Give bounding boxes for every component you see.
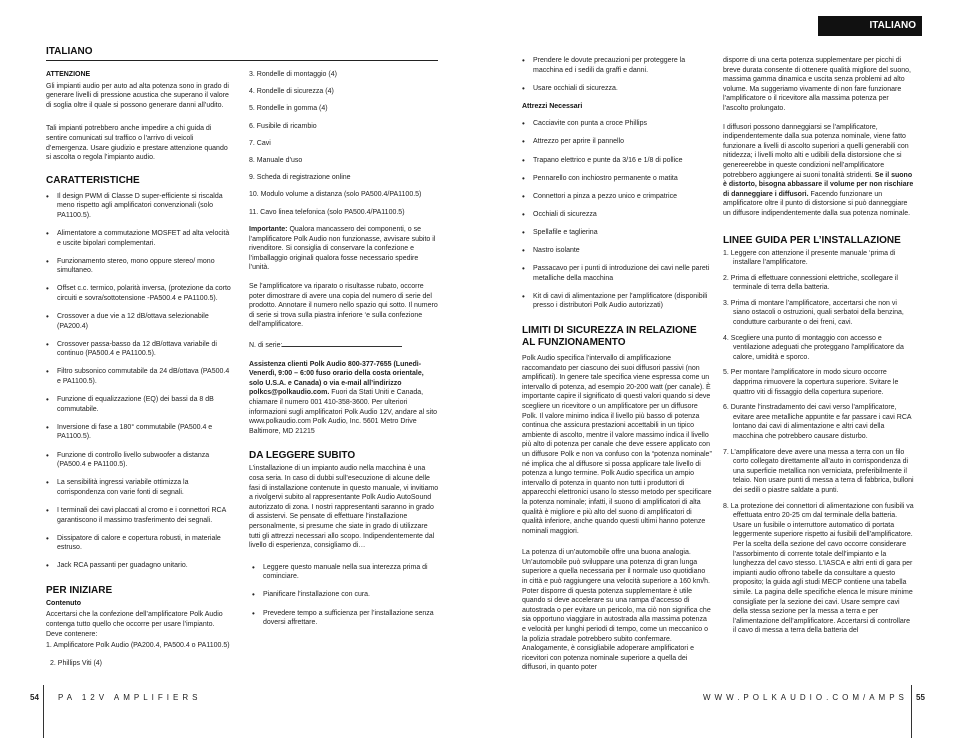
feature-item: • Funzione di controllo livello subwoofer a distanza (PA500.4 e PA1100.5). [46,451,231,470]
contents-item: 6. Fusibile di ricambio [249,122,317,130]
iniziare-heading: PER INIZIARE [46,584,113,596]
tool-item: • Attrezzo per aprire il pannello [522,137,712,147]
tool-item: • Connettori a pinza a pezzo unico e crimpatrice [522,192,712,202]
feature-item: • Funzione di equalizzazione (EQ) dei bassi da 8 dB commutabile. [46,395,231,414]
tool-item: • Occhiali di sicurezza [522,210,712,220]
advice-item: • Prevedere tempo a sufficienza per l’installazione senza doversi affrettare. [252,609,439,628]
feature-item: • Funzionamento stereo, mono oppure stereo/ mono simultaneo. [46,257,231,276]
contents-item: 4. Rondelle di sicurezza (4) [249,88,334,96]
assistenza-body: Fuori da Stati Uniti e Canada, chiamare il numero 001 410-358-3600. Per ulteriori informazioni sugli amplificatori Polk Audio 12V, andare al sito www.polkaudio.com Polk Audio, Inc. 5601 Metro Drive Baltimore, MD 21215 [249,389,438,435]
features-list [46,192,231,571]
caratteristiche-heading: CARATTERISTICHE [46,174,140,186]
tool-item: • Cacciavite con punta a croce Phillips [522,119,712,129]
tool-item: • Pennarello con inchiostro permanente o matita [522,174,712,184]
tool-item: • Passacavo per i punti di introduzione dei cavi nelle pareti metalliche della macchina [522,264,712,283]
attenzione-heading: ATTENZIONE [46,71,91,78]
assistenza-text [249,360,439,437]
distortion-warning: Se il suono è distorto, bisogna abbassare il volume per non rischiare di danneggiare i diffusori. [723,171,914,198]
advice-item: • Pianificare l’installazione con cura. [252,590,439,600]
guideline-item: 2. Prima di effettuare connessioni elettriche, scollegare il terminale di terra della batteria. [723,274,898,292]
contents-list [249,70,439,217]
guidelines-list [723,249,915,636]
guideline-item: 6. Durante l’instradamento dei cavi verso l’amplificatore, evitare aree metalliche appuntite e far passare i cavi RCA lontano dai cavi di alimentazione e altri cavi della macchina che potrebbero causare disturbo. [723,404,912,440]
contenuto-heading: Contenuto [46,599,81,607]
tool-item: • Spellafile e taglierina [522,228,712,238]
contents-item: 9. Scheda di registrazione online [249,174,351,182]
guideline-item: 3. Prima di montare l’amplificatore, accertarsi che non vi siano ostacoli o ostruzioni, quali serbatoi della benzina, condutture carburante o dei freni, cavi. [723,299,904,327]
feature-item: • Dissipatore di calore e copertura robusti, in materiale estruso. [46,534,231,553]
guideline-item: 7. L’amplificatore deve avere una messa a terra con un filo corto collegato direttamente all’auto in corrispondenza di una superficie metallica non verniciata, preferibilmente il telaio. Non usare punti di messa a terra di fabbrica, bulloni dei sedili o piastre saldate a punti. [723,448,914,494]
leggere-list [249,563,439,628]
contents-item: 10. Modulo volume a distanza (solo PA500.4/PA1100.5) [249,191,422,199]
tool-item: • Nastro isolante [522,246,712,256]
contents-item: 7. Cavi [249,139,271,147]
precautions-list [522,56,712,93]
leggere-text: L’installazione di un impianto audio nella macchina è una cosa seria. In caso di dubbi sull’esecuzione di alcune delle fasi di installazione contenute in questo manuale, vi invitiamo a rivolgervi subito al rappresentante Polk Audio AutoSound autorizzato di zona. I nostri rappresentanti saranno in grado di assistervi. Se pensate di effettuare l’installazione personalmente, si presume che siate in grado di utilizzare tutti gli attrezzi necessari allo scopo. Indipendentemente dal livello di esperienza, consigliamo di… [249,465,439,550]
assistenza-bold: Assistenza clienti Polk Audio 800-377-7655 (Lunedì-Venerdì, 9:00 – 6:00 fuso orario della costa orientale, solo U.S.A. e Canada) o via e-mail all’indirizzo polkcs@polkaudio.com. [249,360,424,397]
linee-heading: LINEE GUIDA PER L’INSTALLAZIONE [723,234,901,246]
feature-item: • I terminali dei cavi placcati al cromo e i connettori RCA garantiscono il massimo trasferimento dei segnali. [46,506,231,525]
guideline-item: 1. Leggere con attenzione il presente manuale ‘prima di installare l’amplificatore. [723,249,896,267]
limiti-text-1: Polk Audio specifica l’intervallo di amplificazione raccomandato per ciascuno dei suoi diffusori passivi (non amplificati). In genere tale specifica viene espressa come un intervallo di potenza, ad esempio 20-200 watt (per canale). È importante capire il significato di questi valori quando si deve scegliere un ricevitore o un amplificatore per un diffusore Polk. Il valore minimo indica il livello più basso di potenza continua che assicura prestazioni accettabili in un tipico ambiente di ascolto, mentre il valore massimo indica il livello più alto di potenza per canale che deve essere applicato con un diffusore Polk e non va confuso con la “potenza nominale” né implica che al diffusore si possa applicare tale livello di potenza a lungo termine. Polk Audio specifica un ampio intervallo di potenza in quanto non tutti i produttori di apparecchi elettronici usano lo stesso metodo per specificare la potenza nominale; infatti, il suono di amplificatori di alta qualità è migliore e più alto del suono di amplificatori di qualità inferiore, anche quando questi ultimi hanno potenze nominali maggiori. [522,355,712,535]
importante-text [249,225,439,273]
feature-item: • Offset c.c. termico, polarità inversa, (protezione da corto circuiti e sovra/sottotensione -PA500.4 e PA1100.5). [46,284,231,303]
distortion-text-1: disporre di una certa potenza supplementare per picchi di breve durata consente di ottenere qualità migliore del suono, massima gamma dinamica e uscita senza problemi ad alto volume. Ma suggeriamo vivamente di non fare funzionare l’amplificatore o il ricevitore alla massima potenza per l’ascolto prolungato. [723,57,911,112]
contents-item: 8. Manuale d’uso [249,156,303,164]
guideline-item: 8. La protezione dei connettori di alimentazione con fusibili va effettuata entro 20-25 cm dal terminale della batteria. Usare un fusibile o interruttore automatico di portata leggermente superiore rispetto ai fusibili dell’amplificatore. Per la scelta della sezione del cavo occorre considerare l’assorbimento di corrente totale dell’impianto e la lunghezza del cavo stesso. L’IASCA e altri enti di gara per impianti audio offrono tabelle da consultare a questo proposito; la guida agli studi MECP contiene una tabella simile. La pagina delle specifiche elenca le misure minime consigliate per la sezione dei cavi. Usare sempre cavi della stessa sezione per la messa a terra e per l’alimentazione dell’amplificatore. Accertarsi di controllare il cavo di messa a terra della batteria del [723,502,914,635]
column-1 [46,70,231,668]
title-rule [46,60,438,61]
limiti-text-2: La potenza di un’automobile offre una buona analogia. Un’automobile può sviluppare una potenza di gran lunga superiore a quella necessaria per il normale uso quotidiano in città e può raggiungere una velocità superiore a 160 km/h. Poter disporre di questa potenza supplementare è utile quando si deve accelerare su una rampa d’accesso di autostrada o per evitare un pericolo, ma ciò non significa che sia opportuno viaggiare in autostrada alla massima potenza e velocità per lunghi periodi di tempo, come un meccanico o la polizia stradale potrebbero subito confermare. Analogamente, è consigliabile adoperare amplificatori e ricevitori con potenza nominale superiore a quella dei diffusori, in quanto poter [522,549,711,672]
serial-field[interactable] [282,339,402,347]
feature-item: • Filtro subsonico commutabile da 24 dB/ottava (PA500.4 e PA1100.5). [46,367,231,386]
feature-item: • Crossover passa-basso da 12 dB/ottava variabile di continuo (PA500.4 e PA1100.5). [46,340,231,359]
guideline-item: 4. Scegliere una punto di montaggio con accesso e ventilazione adeguati che proteggano l’amplificatore da calore, umidità e sporco. [723,334,904,361]
advice-item: • Leggere questo manuale nella sua interezza prima di cominciare. [252,563,439,582]
serial-label: N. di serie: [249,342,283,350]
feature-item: • Jack RCA passanti per guadagno unitario. [46,561,231,571]
left-footer-text: PA 12V AMPLIFIERS [58,693,202,702]
right-footer-url: WWW.POLKAUDIO.COM/AMPS [703,693,908,702]
serial-line [249,339,439,351]
right-page-edge [911,685,912,738]
language-tab: ITALIANO [818,16,922,36]
precaution-item: • Usare occhiali di sicurezza. [522,84,712,94]
feature-item: • Inversione di fase a 180° commutabile (PA500.4 e PA1100.5). [46,423,231,442]
right-page-number: 55 [916,693,925,702]
feature-item: • La sensibilità ingressi variabile ottimizza la corrispondenza con varie fonti di segnali. [46,478,231,497]
contents-item: 5. Rondelle in gomma (4) [249,105,328,113]
distortion-text-2 [723,123,915,219]
page-title: ITALIANO [46,46,93,57]
feature-item: • Crossover a due vie a 12 dB/ottava selezionabile (PA200.4) [46,312,231,331]
leggere-heading: DA LEGGERE SUBITO [249,450,356,462]
column-2 [249,70,439,636]
contenuto-item-1: 1. Amplificatore Polk Audio (PA200.4, PA500.4 o PA1100.5) [46,642,230,650]
distortion-body-c: Facendo funzionare un amplificatore oltre il punto di distorsione si può danneggiare un diffusore indipendentemente dalla sua potenza nominale. [723,190,911,217]
importante-body: Qualora mancassero dei componenti, o se l’amplificatore Polk Audio non funzionasse, avvisare subito il rivenditore. Si consiglia di conservare la confezione e l’imballaggio originali qualora fosse necessario spedire l’unità. [249,226,436,272]
column-3 [522,56,712,682]
feature-item: • Il design PWM di Classe D super-efficiente si riscalda meno rispetto agli amplificatori convenzionali (solo PA1100.5). [46,192,231,221]
distortion-body-a: I diffusori possono danneggiarsi se l’amplificatore, indipendentemente dalla sua potenza nominale, viene fatto funzionare a livelli di ascolto superiori a quelli generabili con nitidezza; i livelli molto alti e udibili della distorsione che si genereerebbe in queste condizioni nell’amplificatore potrebbero aggiungere ai suoni tonalità stridenti. [723,123,909,179]
attenzione-text-1: Gli impianti audio per auto ad alta potenza sono in grado di generare livelli di pressione acustica che superano il valore di soglia oltre il quale si possono generare danni all’udito. [46,82,229,109]
riparato-text: Se l’amplificatore va riparato o risultasse rubato, occorre poter dimostrare di avere una copia del numero di serie del prodotto. Annotare il numero nello spazio qui sotto. Il numero di serie si trova sulla piastra inferiore ‘e sulla confezione dell’amplificatore. [249,283,438,329]
attrezzi-heading: Attrezzi Necessari [522,102,583,110]
attenzione-text-2: Tali impianti potrebbero anche impedire a chi guida di sentire comunicati sul traffico o l’arrivo di veicoli d’emergenza. Usare giudizio e prestare attenzione quando si ascolta o regola l’impianto audio. [46,125,228,162]
contenuto-text: Accertarsi che la confezione dell’amplificatore Polk Audio contenga tutto quello che occorre per usare l’impianto. Deve contenere: [46,611,223,638]
feature-item: • Alimentatore a commutazione MOSFET ad alta velocità e uscite bipolari complementari. [46,229,231,248]
guideline-item: 5. Per montare l’amplificatore in modo sicuro occorre dapprima rimuovere la copertura superiore. Svitare le quattro viti di fissaggio della copertura superiore. [723,369,899,396]
left-page-edge [43,685,44,738]
tools-list [522,119,712,311]
tool-item: • Kit di cavi di alimentazione per l’amplificatore (disponibili presso i distributori Polk Audio autorizzati) [522,292,712,311]
column-4 [723,56,915,642]
contenuto-item-2: 2. Phillips Viti (4) [50,659,103,667]
importante-label: Importante: [249,226,288,234]
precaution-item: • Prendere le dovute precauzioni per proteggere la macchina ed i sedili da graffi e danni. [522,56,712,75]
tool-item: • Trapano elettrico e punte da 3/16 e 1/8 di pollice [522,156,712,166]
left-page-number: 54 [30,693,39,702]
contents-item: 3. Rondelle di montaggio (4) [249,71,337,78]
limiti-heading: LIMITI DI SICUREZZA IN RELAZIONE AL FUNZIONAMENTO [522,325,697,348]
contents-item: 11. Cavo linea telefonica (solo PA500.4/PA1100.5) [249,208,405,216]
